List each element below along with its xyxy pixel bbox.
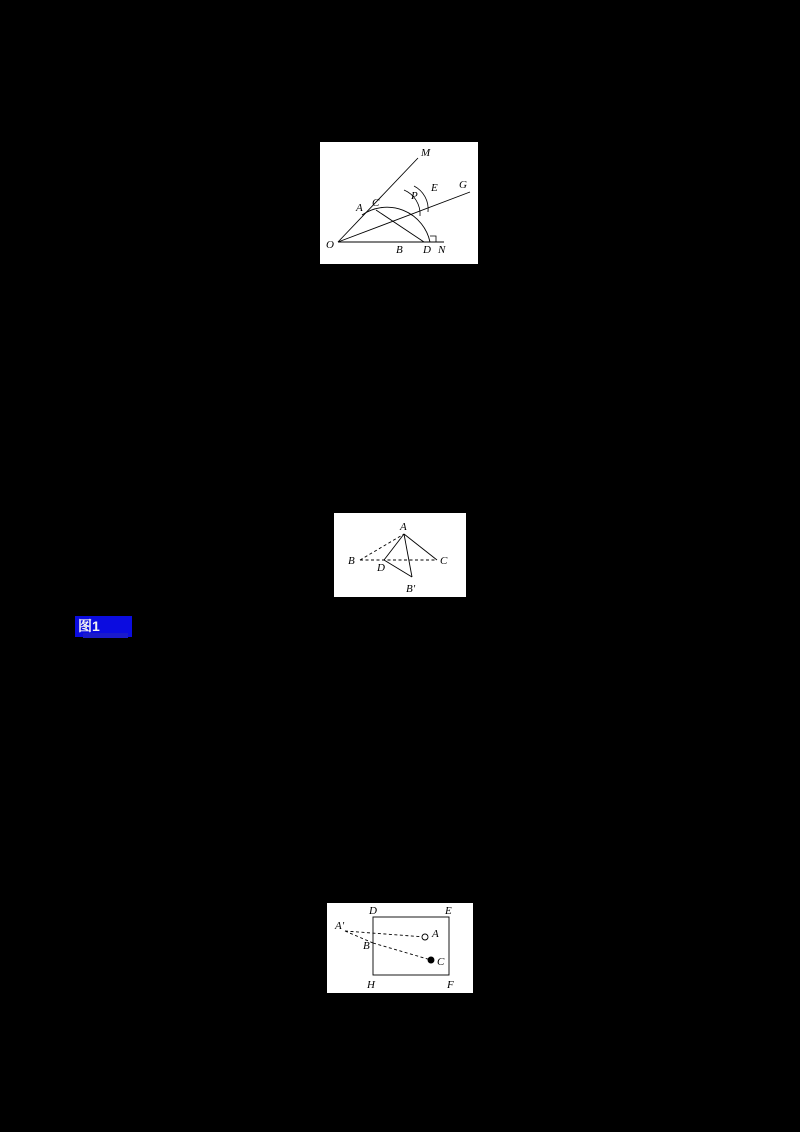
figure3-label-F: F <box>447 979 454 991</box>
figure3-label-H: H <box>367 979 375 991</box>
figure2-label-B: B <box>348 555 355 567</box>
figure2-label-C: C <box>440 555 448 567</box>
figure3-label-E: E <box>445 905 452 917</box>
figure-triangle-reflection <box>334 513 466 597</box>
figure1-label-M: M <box>421 147 431 159</box>
figure2-label-D: D <box>377 562 385 574</box>
figure1-label-O: O <box>326 239 334 251</box>
figure3-label-A: A <box>432 928 439 940</box>
figure-rectangle-reflection-path <box>327 903 473 993</box>
figure3-label-C: C <box>437 956 445 968</box>
figure1-label-G: G <box>459 179 467 191</box>
figure1-label-C: C <box>372 197 380 209</box>
figure1-label-N: N <box>438 244 446 256</box>
figure1-label-B: B <box>396 244 403 256</box>
figure-angle-bisector-construction <box>320 142 478 264</box>
figure3-label-D: D <box>369 905 377 917</box>
figure1-label-A: A <box>356 202 363 214</box>
figure1-label-P: P <box>411 190 418 202</box>
figure1-label-D: D <box>423 244 431 256</box>
figure1-label-E: E <box>431 182 438 194</box>
figure2-label-Bprime: B′ <box>406 583 416 595</box>
figure3-label-Aprime: A′ <box>335 920 345 932</box>
figure2-label-A: A <box>400 521 407 533</box>
highlight-label: 图1 <box>78 618 100 634</box>
figure3-label-B: B <box>363 940 370 952</box>
